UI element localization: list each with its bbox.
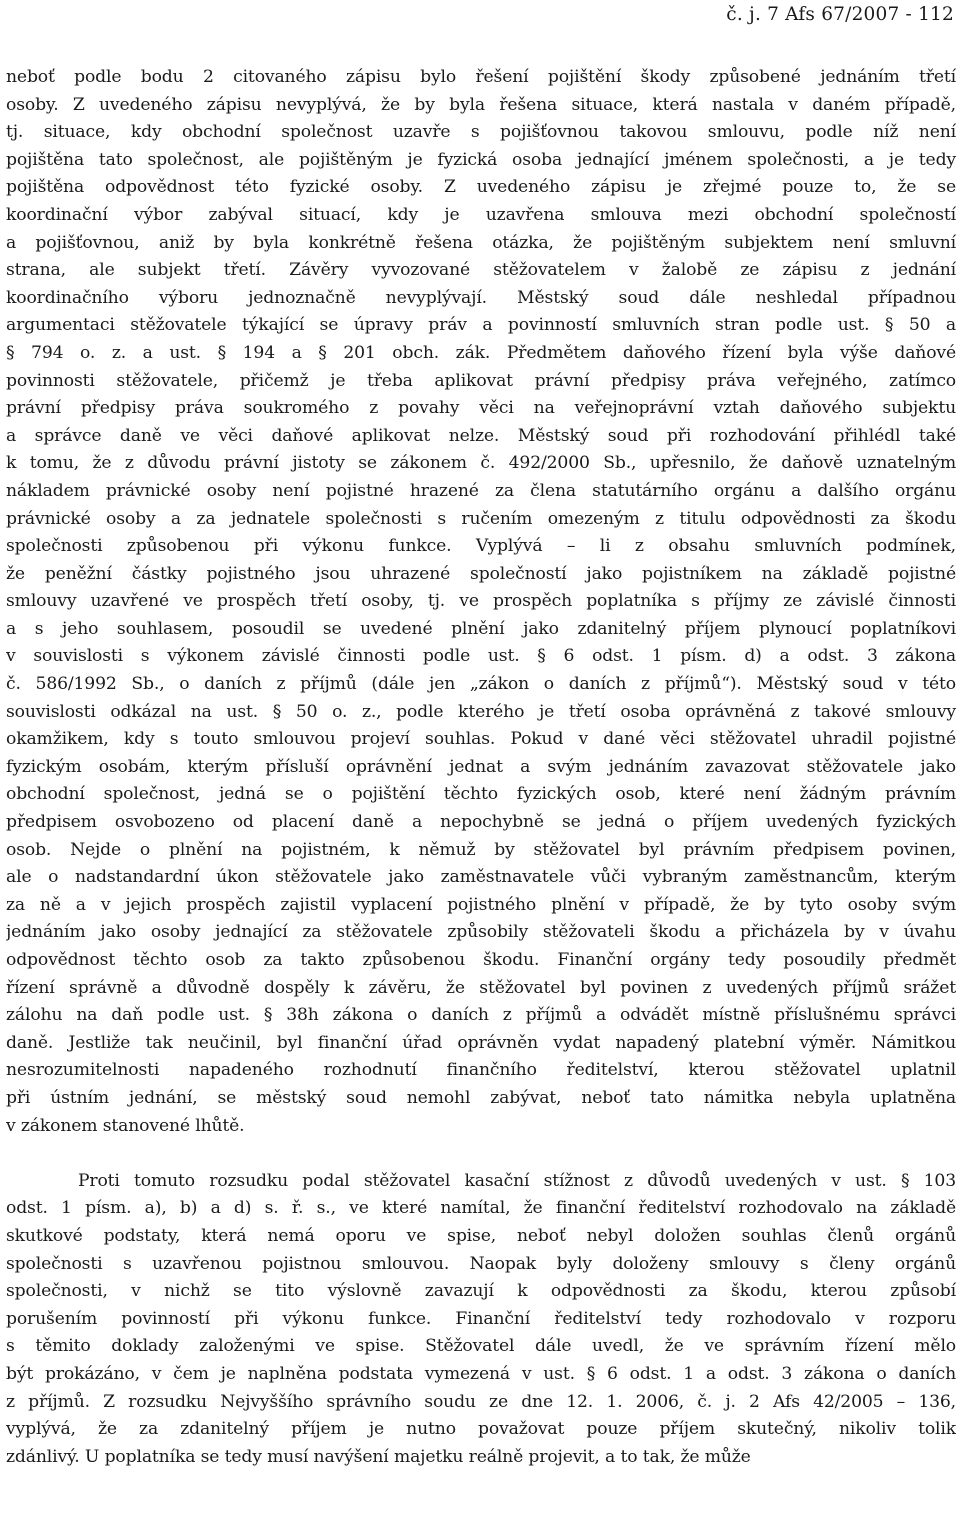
text-line: koordinačního výboru jednoznačně nevyplývají. Městský soud dále neshledal případnou (6, 287, 956, 308)
text-line: povinnosti stěžovatele, přičemž je třeba aplikovat právní předpisy práva veřejného, zatímco (6, 370, 956, 391)
text-line: obchodní společnost, jedná se o pojištění těchto fyzických osob, které není žádným právním (6, 784, 956, 805)
text-line: při ústním jednání, se městský soud nemohl zabývat, neboť tato námitka nebyla uplatněna (6, 1087, 956, 1108)
text-line: být prokázáno, v čem je naplněna podstata vymezená v ust. § 6 odst. 1 a odst. 3 zákona o daních (6, 1363, 956, 1384)
text-line: č. 586/1992 Sb., o daních z příjmů (dále jen „zákon o daních z příjmů“). Městský soud v této (6, 674, 956, 695)
text-line: právnické osoby a za jednatele společnosti s ručením omezeným z titulu odpovědnosti za škodu (6, 508, 956, 529)
paragraph-gap (6, 1140, 956, 1168)
text-line: osob. Nejde o plnění na pojistném, k němuž by stěžovatel byl právním předpisem povinen, (6, 839, 956, 860)
text-line: osoby. Z uvedeného zápisu nevyplývá, že by byla řešena situace, která nastala v daném případě, (6, 94, 956, 115)
text-line: zálohu na daň podle ust. § 38h zákona o daních z příjmů a odvádět místně příslušnému správci (6, 1005, 956, 1026)
text-line: nesrozumitelnosti napadeného rozhodnutí finančního ředitelství, kterou stěžovatel uplatnil (6, 1060, 956, 1081)
text-line: společnosti s uzavřenou pojistnou smlouvou. Naopak byly doloženy smlouvy s členy orgánů (6, 1253, 956, 1274)
text-line: zdánlivý. U poplatníka se tedy musí navýšení majetku reálně projevit, a to tak, že může (6, 1446, 751, 1467)
text-line: a pojišťovnou, aniž by byla konkrétně řešena otázka, že pojištěným subjektem není smluvní (6, 232, 956, 253)
text-line: nákladem právnické osoby není pojistné hrazené za člena statutárního orgánu a dalšího orgánu (6, 480, 956, 501)
case-number-header: č. j. 7 Afs 67/2007 - 112 (726, 4, 954, 25)
text-line: odst. 1 písm. a), b) a d) s. ř. s., ve které namítal, že finanční ředitelství rozhodovalo na základě (6, 1198, 956, 1219)
document-body (6, 64, 956, 1471)
text-line: pojištěna tato společnost, ale pojištěným je fyzická osoba jednající jménem společnosti, a je tedy (6, 149, 956, 170)
text-line: řízení správně a důvodně dospěly k závěru, že stěžovatel byl povinen z uvedených příjmů srážet (6, 977, 956, 998)
paragraph (6, 64, 956, 1140)
text-line: a s jeho souhlasem, posoudil se uvedené plnění jako zdanitelný příjem plynoucí poplatníkovi (6, 618, 956, 639)
text-line: že peněžní částky pojistného jsou uhrazené společností jako pojistníkem na základě pojistné (6, 563, 956, 584)
text-line: odpovědnost těchto osob za takto způsobenou škodu. Finanční orgány tedy posoudily předmět (6, 950, 956, 970)
text-line: skutkové podstaty, která nemá oporu ve spise, neboť nebyl doložen souhlas členů orgánů (6, 1225, 956, 1246)
text-line: pojištěna odpovědnost této fyzické osoby. Z uvedeného zápisu je zřejmé pouze to, že se (6, 177, 956, 198)
text-line: předpisem osvobozeno od placení daně a nepochybně se jedná o příjem uvedených fyzických (6, 812, 956, 833)
text-line: v souvislosti s výkonem závislé činnosti podle ust. § 6 odst. 1 písm. d) a odst. 3 zákona (6, 646, 956, 667)
text-line: vyplývá, že za zdanitelný příjem je nutno považovat pouze příjem skutečný, nikoliv tolik (6, 1419, 956, 1440)
text-line: jednáním jako osoby jednající za stěžovatele způsobily stěžovateli škodu a přicházela by v úvahu (6, 922, 956, 943)
text-line: koordinační výbor zabýval situací, kdy je uzavřena smlouva mezi obchodní společností (6, 204, 956, 225)
text-line: daně. Jestliže tak neučinil, byl finanční úřad oprávněn vydat napadený platební výměr. Námitkou (6, 1032, 956, 1053)
text-line: fyzickým osobám, kterým přísluší oprávnění jednat a svým jednáním zavazovat stěžovatele jako (6, 756, 956, 777)
text-line: k tomu, že z důvodu právní jistoty se zákonem č. 492/2000 Sb., upřesnilo, že daňově uznatelným (6, 453, 956, 474)
text-line: neboť podle bodu 2 citovaného zápisu bylo řešení pojištění škody způsobené jednáním třetí (6, 67, 956, 87)
text-line: s těmito doklady založenými ve spise. Stěžovatel dále uvedl, že ve správním řízení mělo (6, 1336, 956, 1357)
text-line: za ně a v jejich prospěch zajistil vyplacení pojistného plnění v případě, že by tyto osoby svým (6, 894, 956, 915)
text-line: porušením povinností při výkonu funkce. Finanční ředitelství tedy rozhodovalo v rozporu (6, 1308, 956, 1329)
text-line: Proti tomuto rozsudku podal stěžovatel kasační stížnost z důvodů uvedených v ust. § 103 (78, 1170, 956, 1191)
text-line: okamžikem, kdy s touto smlouvou projeví souhlas. Pokud v dané věci stěžovatel uhradil pojistné (6, 729, 956, 750)
text-line: společnosti způsobenou při výkonu funkce. Vyplývá – li z obsahu smluvních podmínek, (6, 536, 956, 557)
text-line: tj. situace, kdy obchodní společnost uzavře s pojišťovnou takovou smlouvu, podle níž není (6, 122, 956, 143)
text-line: ale o nadstandardní úkon stěžovatele jako zaměstnavatele vůči vybraným zaměstnancům, kterým (6, 867, 956, 888)
text-line: § 794 o. z. a ust. § 194 a § 201 obch. zák. Předmětem daňového řízení byla výše daňové (6, 342, 956, 363)
text-line: právní předpisy práva soukromého z povahy věci na veřejnoprávní vztah daňového subjektu (6, 398, 956, 419)
text-line: strana, ale subjekt třetí. Závěry vyvozované stěžovatelem v žalobě ze zápisu z jednání (6, 260, 956, 281)
text-line: v zákonem stanovené lhůtě. (6, 1115, 245, 1136)
text-line: společnosti, v nichž se tito výslovně zavazují k odpovědnosti za škodu, kterou způsobí (6, 1281, 956, 1302)
paragraph (6, 1168, 956, 1472)
text-line: z příjmů. Z rozsudku Nejvyššího správního soudu ze dne 12. 1. 2006, č. j. 2 Afs 42/2005 – 136, (6, 1391, 956, 1412)
text-line: souvislosti odkázal na ust. § 50 o. z., podle kterého je třetí osoba oprávněná z takové smlouvy (6, 701, 956, 722)
text-line: a správce daně ve věci daňové aplikovat nelze. Městský soud při rozhodování přihlédl také (6, 425, 956, 446)
text-line: argumentaci stěžovatele týkající se úpravy práv a povinností smluvních stran podle ust. § 50 a (6, 315, 956, 336)
text-line: smlouvy uzavřené ve prospěch třetí osoby, tj. ve prospěch poplatníka s příjmy ze závislé činnosti (6, 591, 956, 612)
